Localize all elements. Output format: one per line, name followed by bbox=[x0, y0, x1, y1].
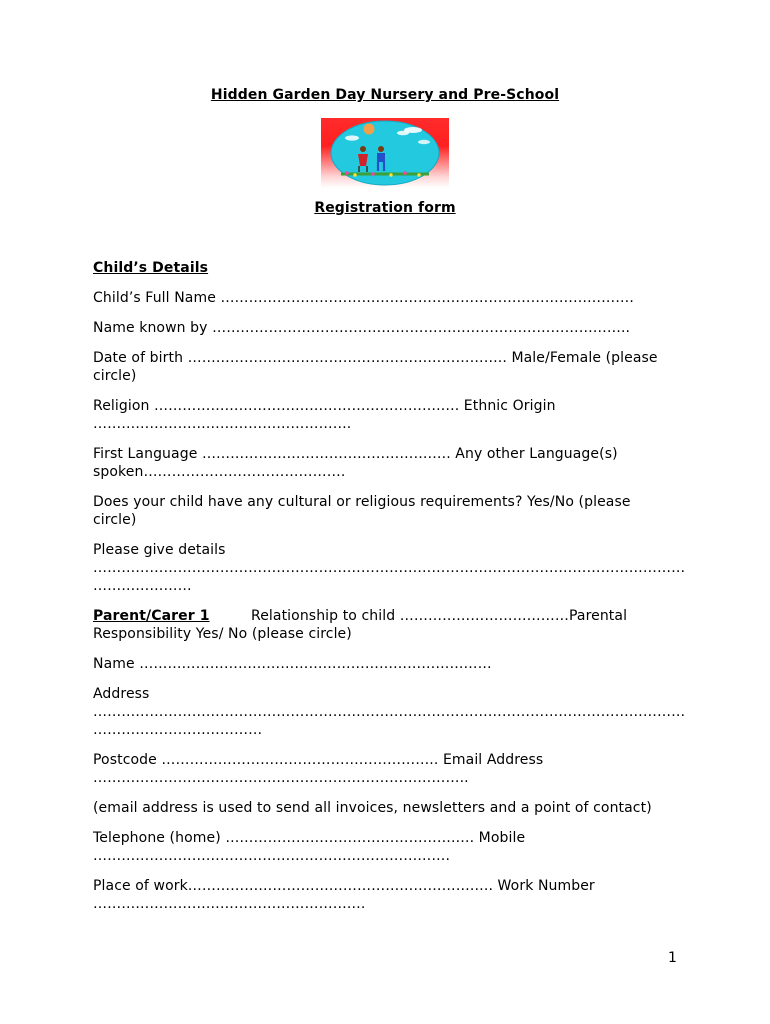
email-note: (email address is used to send all invoices, newsletters and a point of contact) bbox=[93, 800, 652, 816]
nursery-logo bbox=[321, 118, 449, 188]
relationship-field: Relationship to child ………………………………Parental bbox=[251, 608, 628, 624]
logo-illustration bbox=[321, 118, 449, 188]
parent-carer-1-heading: Parent/Carer 1 bbox=[93, 608, 210, 624]
telephone-field: Telephone (home) …………………………………………….. Mobile bbox=[93, 830, 526, 846]
mobile-field: …………………………………………………………………. bbox=[93, 848, 451, 864]
parent-name-field: Name ………………………………………………………………… bbox=[93, 656, 492, 672]
childs-details-heading: Child’s Details bbox=[93, 260, 209, 276]
postcode-field: Postcode ………………………………………………….. Email Address bbox=[93, 752, 544, 768]
child-full-name-field: Child’s Full Name ……………………………………………………………………………. bbox=[93, 290, 634, 306]
form-title: Registration form bbox=[314, 200, 456, 216]
email-address-field: …………………………………………………………………….. bbox=[93, 770, 469, 786]
cultural-requirements-question-cont: circle) bbox=[93, 512, 137, 528]
ethnic-origin-field: ………………………………………………. bbox=[93, 416, 352, 432]
religion-field: Religion ……………………………………………………….. Ethnic Origin bbox=[93, 398, 556, 414]
details-line-2: ………………… bbox=[93, 578, 192, 594]
cultural-requirements-question: Does your child have any cultural or religious requirements? Yes/No (please bbox=[93, 494, 631, 510]
address-line-2: ……………………………… bbox=[93, 722, 263, 738]
page-number: 1 bbox=[668, 950, 678, 966]
nursery-title: Hidden Garden Day Nursery and Pre-School bbox=[210, 87, 560, 103]
name-known-by-field: Name known by …………………………………………………………………………….. bbox=[93, 320, 631, 336]
parental-responsibility-field: Responsibility Yes/ No (please circle) bbox=[93, 626, 352, 642]
details-label: Please give details bbox=[93, 542, 226, 558]
date-of-birth-field-cont: circle) bbox=[93, 368, 137, 384]
other-language-field: spoken……………………………………. bbox=[93, 464, 346, 480]
address-line-1: ……………………………………………………………………………………………………………… bbox=[93, 704, 686, 720]
work-number-field: …………………………………………………. bbox=[93, 896, 366, 912]
address-label: Address bbox=[93, 686, 150, 702]
place-of-work-field: Place of work……………………………………………………….. Work Number bbox=[93, 878, 595, 894]
details-line-1: ……………………………………………………………………………………………………………… bbox=[93, 560, 686, 576]
date-of-birth-field: Date of birth ………………………………………………………….. Male/Female (please bbox=[93, 350, 658, 366]
first-language-field: First Language …………………………………………….. Any other Language(s) bbox=[93, 446, 618, 462]
